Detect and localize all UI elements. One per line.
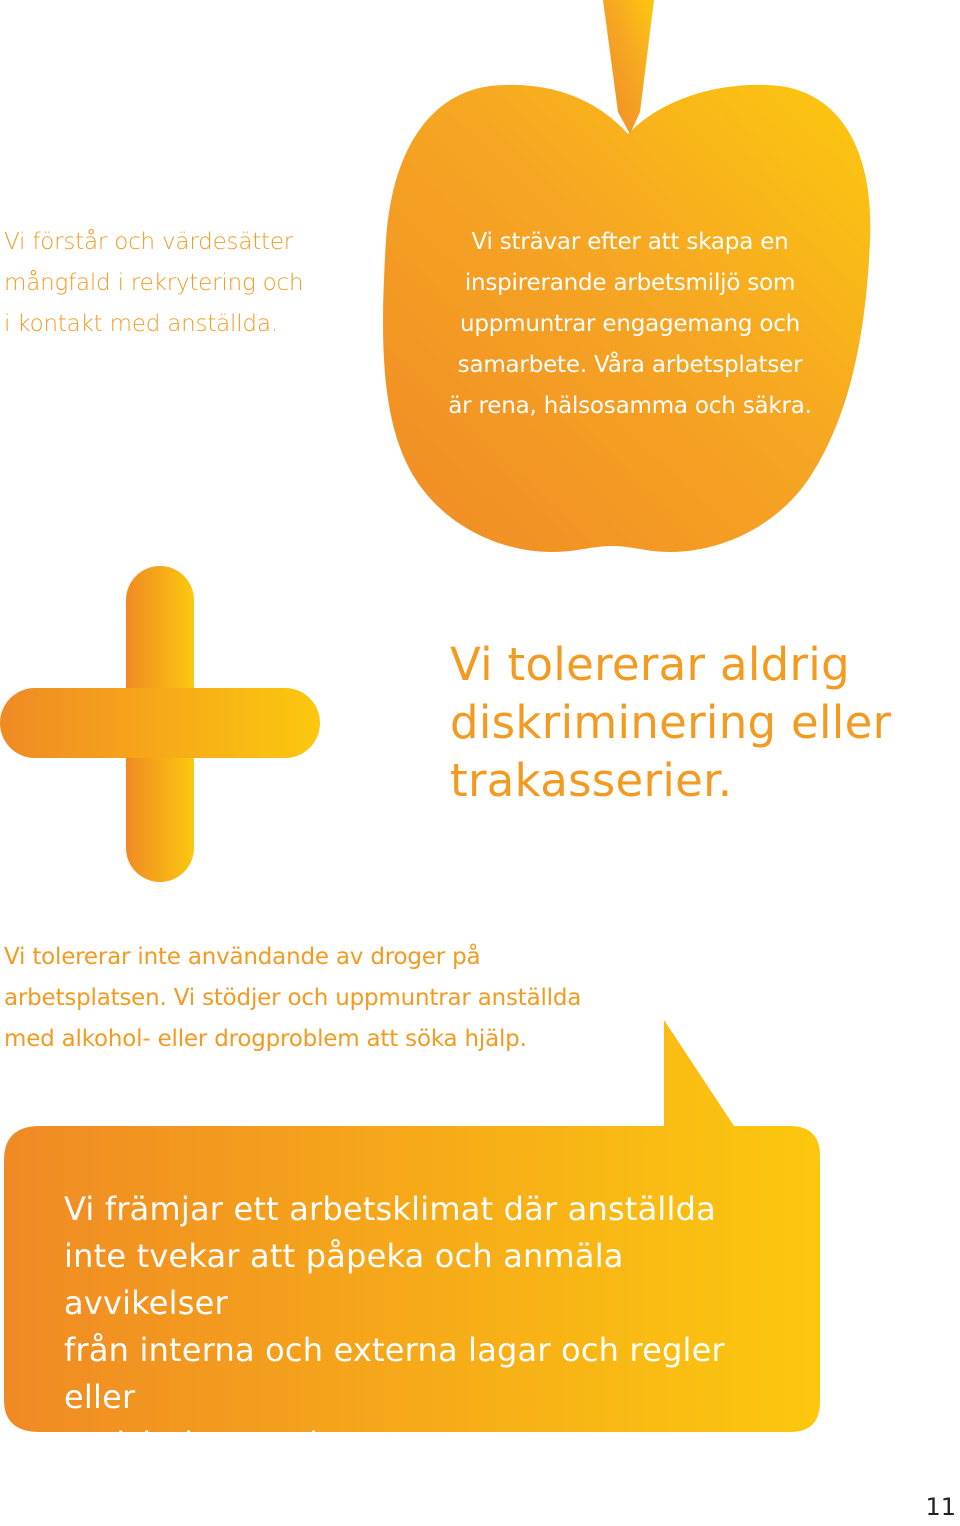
drug-policy-text: Vi tolererar inte användande av droger på arbetsplatsen. Vi stödjer och uppmuntrar anställda med alkohol- eller drogproblem att söka hjälp. <box>4 944 582 1052</box>
apple-text: Vi strävar efter att skapa en inspirerande arbetsmiljö som uppmuntrar engagemang och samarbete. Våra arbetsplatser är rena, hälsosamma och säkra. <box>448 229 812 419</box>
speech-bubble-text: Vi främjar ett arbetsklimat där anställda inte tvekar att påpeka och anmäla avvikelser från interna och externa lagar och regler eller oetiskt beteende. <box>64 1190 725 1463</box>
plus-icon <box>0 566 320 882</box>
discrimination-statement: Vi tolererar aldrig diskriminering eller trakasserier. <box>450 638 892 807</box>
page-number: 11 <box>925 1493 956 1521</box>
intro-text: Vi förstår och värdesätter mångfald i rekrytering och i kontakt med anställda. <box>4 229 304 337</box>
